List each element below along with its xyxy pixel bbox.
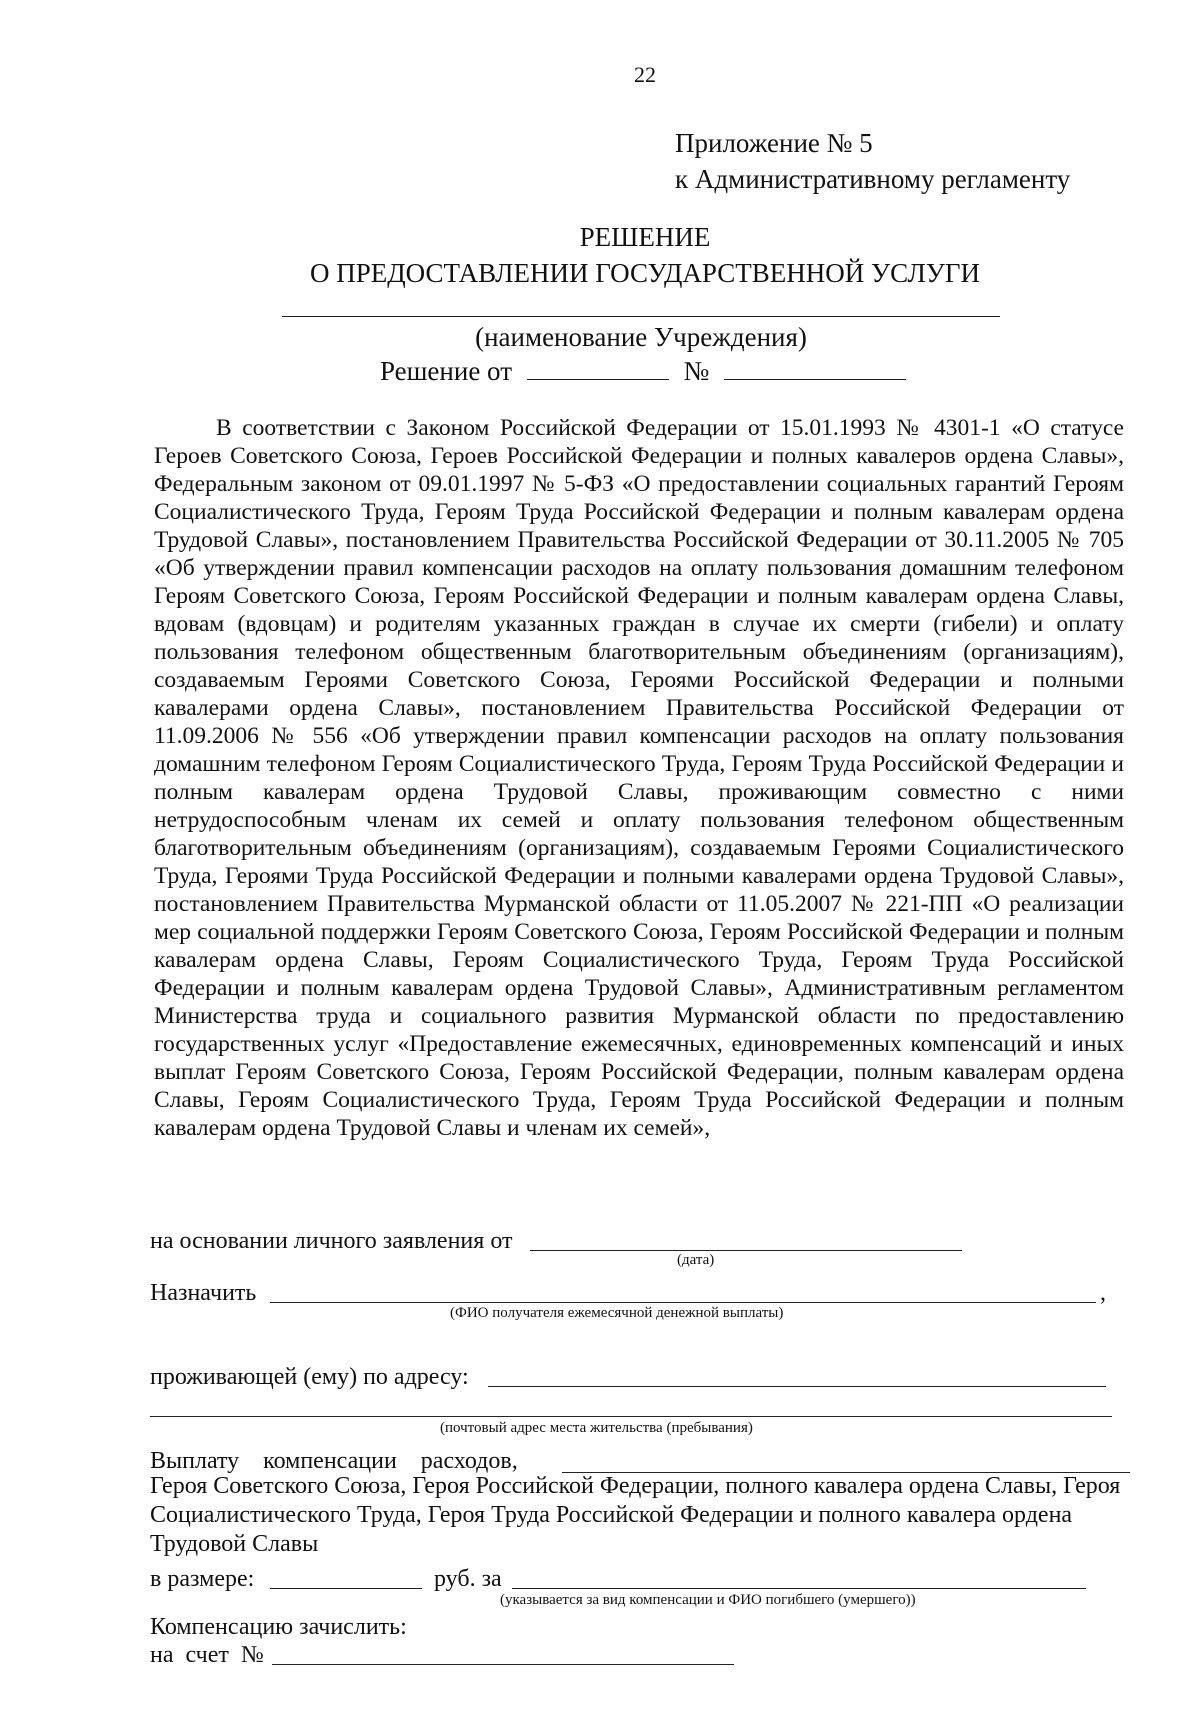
recipient-name-field[interactable] — [270, 1302, 1096, 1303]
decision-date-label: Решение от — [380, 356, 512, 386]
institution-name-field[interactable] — [282, 316, 1000, 317]
address-label: проживающей (ему) по адресу: — [150, 1364, 469, 1390]
assign-label: Назначить — [150, 1280, 257, 1306]
decision-number-label: № — [683, 356, 710, 386]
recipient-name-caption: (ФИО получателя ежемесячной денежной выплаты) — [450, 1305, 784, 1321]
address-caption: (почтовый адрес места жительства (пребывания) — [440, 1420, 753, 1436]
legal-basis-paragraph: В соответствии с Законом Российской Федерации от 15.01.1993 № 4301-1 «О статусе Героев Советского Союза, Героев Российской Федерации и полных кавалеров ордена Славы», Федеральным законом от 09.01.1997 № 5-ФЗ «О предоставлении социальных гарантий Героям Социалистического Труда, Героям Труда Российской Федерации и полным кавалерам ордена Трудовой Славы», постановлением Правительства Российской Федерации от 30.11.2005 № 705 «Об утверждении правил компенсации расходов на оплату пользования домашним телефоном Героям Советского Союза, Героям Российской Федерации и полным кавалерам ордена Славы, вдовам (вдовцам) и родителям указанных граждан в случае их смерти (гибели) и оплату пользования телефоном общественным благотворительным объединениям (организациям), создаваемым Героями Советского Союза, Героями Российской Федерации и полными кавалерами ордена Славы», постановлением Правительства Российской Федерации от 11.09.2006 № 556 «Об утверждении правил компенсации расходов на оплату пользования домашним телефоном Героям Социалистического Труда, Героям Труда Российской Федерации и полным кавалерам ордена Трудовой Славы, проживающим совместно с ними нетрудоспособным членам их семей и оплату пользования телефоном общественным благотворительным объединениям (организациям), создаваемым Героями Социалистического Труда, Героями Труда Российской Федерации и полными кавалерами ордена Трудовой Славы», постановлением Правительства Мурманской области от 11.05.2007 № 221-ПП «О реализации мер социальной поддержки Героям Советского Союза, Героям Российской Федерации и полным кавалерам ордена Славы, Героям Социалистического Труда, Героям Труда Российской Федерации и полным кавалерам ордена Трудовой Славы», Административным регламентом Министерства труда и социального развития Мурманской области по предоставлению государственных услуг «Предоставление ежемесячных, единовременных компенсаций и иных выплат Героям Советского Союза, Героям Российской Федерации, полным кавалерам ордена Славы, Героям Социалистического Труда, Героям Труда Российской Федерации и полным кавалерам ордена Трудовой Славы и членам их семей», — [154, 415, 1124, 1141]
address-field-line-2[interactable] — [150, 1416, 1112, 1417]
account-heading: Компенсацию зачислить: — [150, 1614, 407, 1640]
application-date-caption: (дата) — [677, 1252, 715, 1268]
title-line-1: РЕШЕНИЕ — [579, 222, 711, 252]
title-line-2: О ПРЕДОСТАВЛЕНИИ ГОСУДАРСТВЕННОЙ УСЛУГИ — [310, 258, 980, 288]
decision-date-field[interactable] — [527, 355, 669, 380]
compensation-caption: (указывается за вид компенсации и ФИО погибшего (умершего)) — [500, 1592, 916, 1608]
appendix-block — [675, 125, 1070, 197]
assign-trailing-comma: , — [1100, 1280, 1106, 1306]
account-number-field[interactable] — [272, 1664, 734, 1665]
currency-label: руб. за — [434, 1566, 502, 1592]
payment-label: Выплату компенсации расходов, — [150, 1448, 518, 1474]
amount-label: в размере: — [150, 1566, 255, 1592]
compensation-period-field[interactable] — [512, 1588, 1086, 1589]
appendix-number: Приложение № 5 — [675, 128, 873, 158]
institution-caption: (наименование Учреждения) — [475, 322, 807, 352]
page-number: 22 — [634, 62, 656, 87]
document-title — [0, 219, 1200, 291]
application-date-label: на основании личного заявления от — [150, 1228, 513, 1254]
appendix-reference: к Административному регламенту — [675, 164, 1071, 194]
application-date-field[interactable] — [530, 1250, 962, 1251]
payment-recipient-category: Героя Советского Союза, Героя Российской Федерации, полного кавалера ордена Славы, Героя Социалистического Труда, Героя Труда Российской Федерации и полного кавалера ордена Трудовой Славы — [150, 1473, 1121, 1557]
amount-field[interactable] — [270, 1588, 422, 1589]
decision-header-line — [380, 354, 906, 388]
account-number-label: на счет № — [150, 1642, 264, 1668]
decision-number-field[interactable] — [724, 355, 906, 380]
address-field-line-1[interactable] — [488, 1386, 1106, 1387]
